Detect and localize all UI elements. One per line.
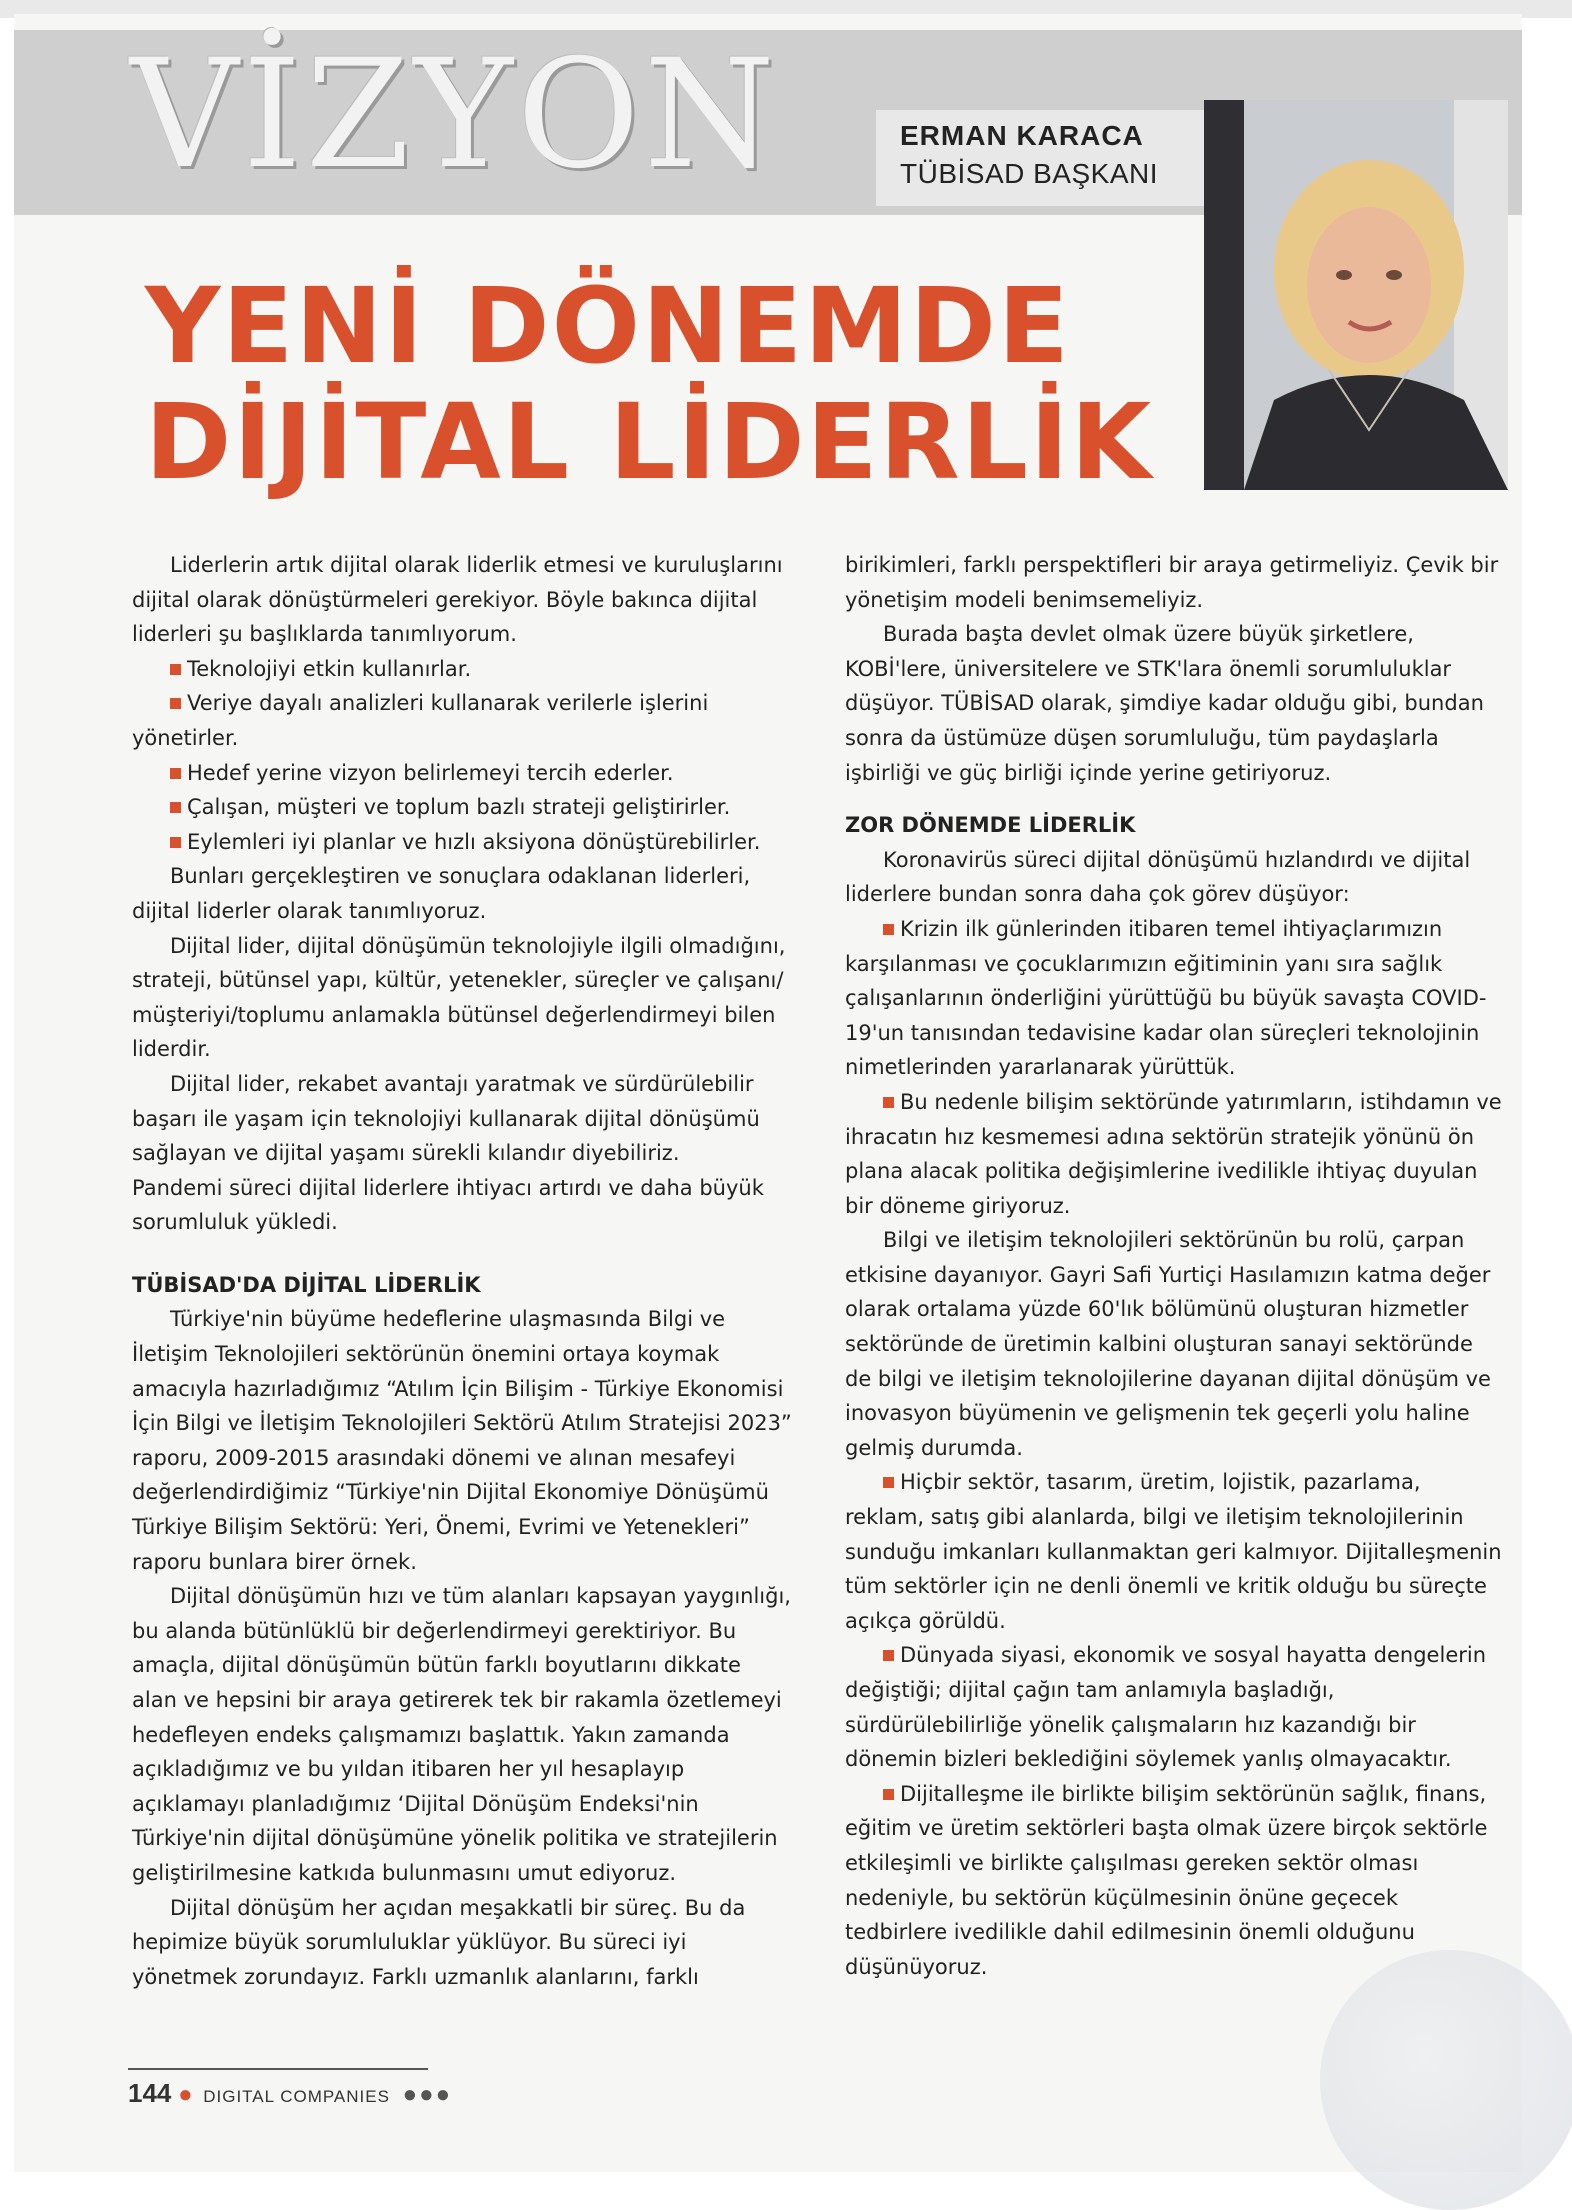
bullet-square-icon — [883, 924, 894, 935]
decorative-circle — [1320, 1950, 1572, 2210]
paragraph: Türkiye'nin büyüme hedeflerine ulaşmasında Bilgi ve İletişim Teknolojileri sektörünün önemini ortaya koymak amacıyla hazırladığımız “Atılım İçin Bilişim - Türkiye Ekonomisi İçin Bilgi ve İletişim Teknolojileri Sektörü Atılım Stratejisi 2023” raporu, 2009-2015 arasındaki dönemi ve alınan mesafeyi değerlendirdiğimiz “Türkiye'nin Dijital Ekonomiye Dönüşümü Türkiye Bilişim Sektörü: Yeri, Önemi, Evrimi ve Yetenekleri” raporu bunlara birer örnek. — [132, 1307, 792, 1574]
bullet-item: Veriye dayalı analizleri kullanarak verilerle işlerini yönetirler. — [132, 691, 709, 750]
paragraph: Dijital lider, rekabet avantajı yaratmak ve sürdürülebilir başarı ile yaşam için teknolojiyi kullanarak dijital dönüşümü sağlayan ve dijital yaşamı sürekli kılandır diyebiliriz. — [132, 1071, 760, 1166]
section-title: VİZYON — [130, 28, 780, 202]
bullet-item: Bu nedenle bilişim sektöründe yatırımların, istihdamın ve ihracatın hız kesmemesi adına sektörün stratejik yönünü ön plana alacak politika değişimlerine ivedilikle ihtiyaç duyulan bir döneme giriyoruz. — [845, 1089, 1502, 1218]
bullet-item: Krizin ilk günlerinden itibaren temel ihtiyaçlarımızın karşılanması ve çocuklarımızın eğitiminin yanı sıra sağlık çalışanlarının önderliğini yürüttüğü bu büyük savaşta COVID-19'un tanısından tedavisine kadar olan süreçleri teknolojinin nimetlerinden yararlanarak yürüttük. — [845, 916, 1487, 1080]
bullet-item: Eylemleri iyi planlar ve hızlı aksiyona dönüştürebilirler. — [132, 825, 792, 860]
bullet-item: Hedef yerine vizyon belirlemeyi tercih ederler. — [132, 756, 792, 791]
headline-line-1: YENİ DÖNEMDE — [145, 265, 1071, 387]
author-photo — [1204, 100, 1508, 490]
paragraph: Dijital dönüşümün hızı ve tüm alanları kapsayan yaygınlığı, bu alanda bütünlüklü bir değerlendirmeyi gerektiriyor. Bu amaçla, dijital dönüşümün bütün farklı boyutlarını dikkate alan ve hepsini bir araya getirerek tek bir rakamla özetlemeyi hedefleyen endeks çalışmamızı başlattık. Yakın zamanda açıkladığımız ve bu yıldan itibaren her yıl hesaplayıp açıklamayı planladığımız ‘Dijital Dönüşüm Endeksi'nin Türkiye'nin dijital dönüşümüne yönelik politika ve stratejilerin geliştirilmesine katkıda bulunmasını umut ediyoruz. — [132, 1584, 791, 1885]
bullet-item: Dijitalleşme ile birlikte bilişim sektörünün sağlık, finans, eğitim ve üretim sektörleri başta olmak üzere birçok sektörle etkileşimli ve birlikte çalışılması gereken sektör olması nedeniyle, bu sektörün küçülmesinin önüne geçecek tedbirlere ivedilikle dahil edilmesinin önemli olduğunu düşünüyoruz. — [845, 1781, 1488, 1979]
bullet-item: Dünyada siyasi, ekonomik ve sosyal hayatta dengelerin değiştiği; dijital çağın tam anlamıyla başladığı, sürdürülebilirliğe yönelik çalışmaların hız kazandığı bir dönemin bizleri beklediğini söylemek yanlış olmayacaktır. — [845, 1643, 1487, 1772]
bullet-square-icon — [170, 698, 181, 709]
paragraph: Dijital lider, dijital dönüşümün teknolojiyle ilgili olmadığını, strateji, bütünsel yapı, kültür, yetenekler, süreçler ve çalışanı/ müşteriyi/toplumu anlamakla bütünsel değerlendirmeyi bilen liderdir. — [132, 933, 786, 1062]
bullet-item: Çalışan, müşteri ve toplum bazlı strateji geliştirirler. — [132, 790, 792, 825]
section-heading: ZOR DÖNEMDE LİDERLİK — [845, 813, 1136, 838]
bullet-square-icon — [170, 802, 181, 813]
paragraph: Dijital dönüşüm her açıdan meşakkatli bir süreç. Bu da hepimize büyük sorumluluklar yüklüyor. Bu süreci iyi yönetmek zorundayız. Farklı uzmanlık alanlarını, farklı — [132, 1895, 746, 1989]
publication-name: DIGITAL COMPANIES — [203, 2087, 390, 2106]
paragraph: Bunları gerçekleştiren ve sonuçlara odaklanan liderleri, dijital liderler olarak tanımlıyoruz. — [132, 864, 751, 923]
section-heading: TÜBİSAD'DA DİJİTAL LİDERLİK — [132, 1272, 481, 1297]
headline-line-2: DİJİTAL LİDERLİK — [145, 381, 1154, 503]
paragraph: Burada başta devlet olmak üzere büyük şirketlere, KOBİ'lere, üniversitelere ve STK'lara önemli sorumluluklar düşüyor. TÜBİSAD olarak, şimdiye kadar olduğu gibi, bundan sonra da üstümüze düşen sorumluluğu, tüm paydaşlarla işbirliği ve güç birliği içinde yerine getiriyoruz. — [845, 622, 1484, 785]
bullet-square-icon — [883, 1477, 894, 1488]
dots-icon: ●●● — [402, 2081, 453, 2108]
bullet-square-icon — [883, 1650, 894, 1661]
bullet-dot-icon: ● — [178, 2081, 193, 2108]
bullet-item: Teknolojiyi etkin kullanırlar. — [132, 652, 792, 687]
left-column — [132, 548, 792, 1994]
paragraph: Liderlerin artık dijital olarak liderlik etmesi ve kuruluşlarını dijital olarak dönüştürmeleri gerekiyor. Böyle bakınca dijital liderleri şu başlıklarda tanımlıyorum. — [132, 553, 783, 647]
paragraph: birikimleri, farklı perspektifleri bir araya getirmeliyiz. Çevik bir yönetişim modeli benimsemeliyiz. — [845, 553, 1499, 612]
page-number: 144 — [128, 2078, 172, 2108]
page-footer — [128, 2078, 452, 2109]
bullet-item: Hiçbir sektör, tasarım, üretim, lojistik, pazarlama, reklam, satış gibi alanlarda, bilgi ve iletişim teknolojilerinin sunduğu imkanları kullanmaktan geri kalmıyor. Dijitalleşmenin tüm sektörler için ne denli önemli ve kritik olduğu bu süreçte açıkça görüldü. — [845, 1470, 1502, 1633]
paragraph: Koronavirüs süreci dijital dönüşümü hızlandırdı ve dijital liderlere bundan sonra daha çok görev düşüyor: — [845, 847, 1471, 907]
paragraph: Bilgi ve iletişim teknolojileri sektörünün bu rolü, çarpan etkisine dayanıyor. Gayri Safi Yurtiçi Hasılamızın katma değer olarak ortalama yüzde 60'lık bölümünü oluşturan hizmetler sektöründe de üretimin kalbini oluşturan sanayi sektöründe de bilgi ve iletişim teknolojilerine dayanan dijital dönüşüm ve inovasyon büyümenin ve gelişmenin tek geçerli yolu haline gelmiş durumda. — [845, 1228, 1491, 1460]
bullet-square-icon — [883, 1097, 894, 1108]
right-column — [845, 548, 1505, 1984]
bullet-square-icon — [170, 664, 181, 675]
bullet-square-icon — [170, 837, 181, 848]
author-name: ERMAN KARACA — [900, 120, 1144, 151]
author-role: TÜBİSAD BAŞKANI — [900, 158, 1159, 189]
headline — [145, 265, 1165, 503]
bullet-square-icon — [170, 768, 181, 779]
footer-rule — [128, 2068, 428, 2070]
paragraph: Pandemi süreci dijital liderlere ihtiyacı artırdı ve daha büyük sorumluluk yükledi. — [132, 1175, 764, 1235]
bullet-square-icon — [883, 1789, 894, 1800]
